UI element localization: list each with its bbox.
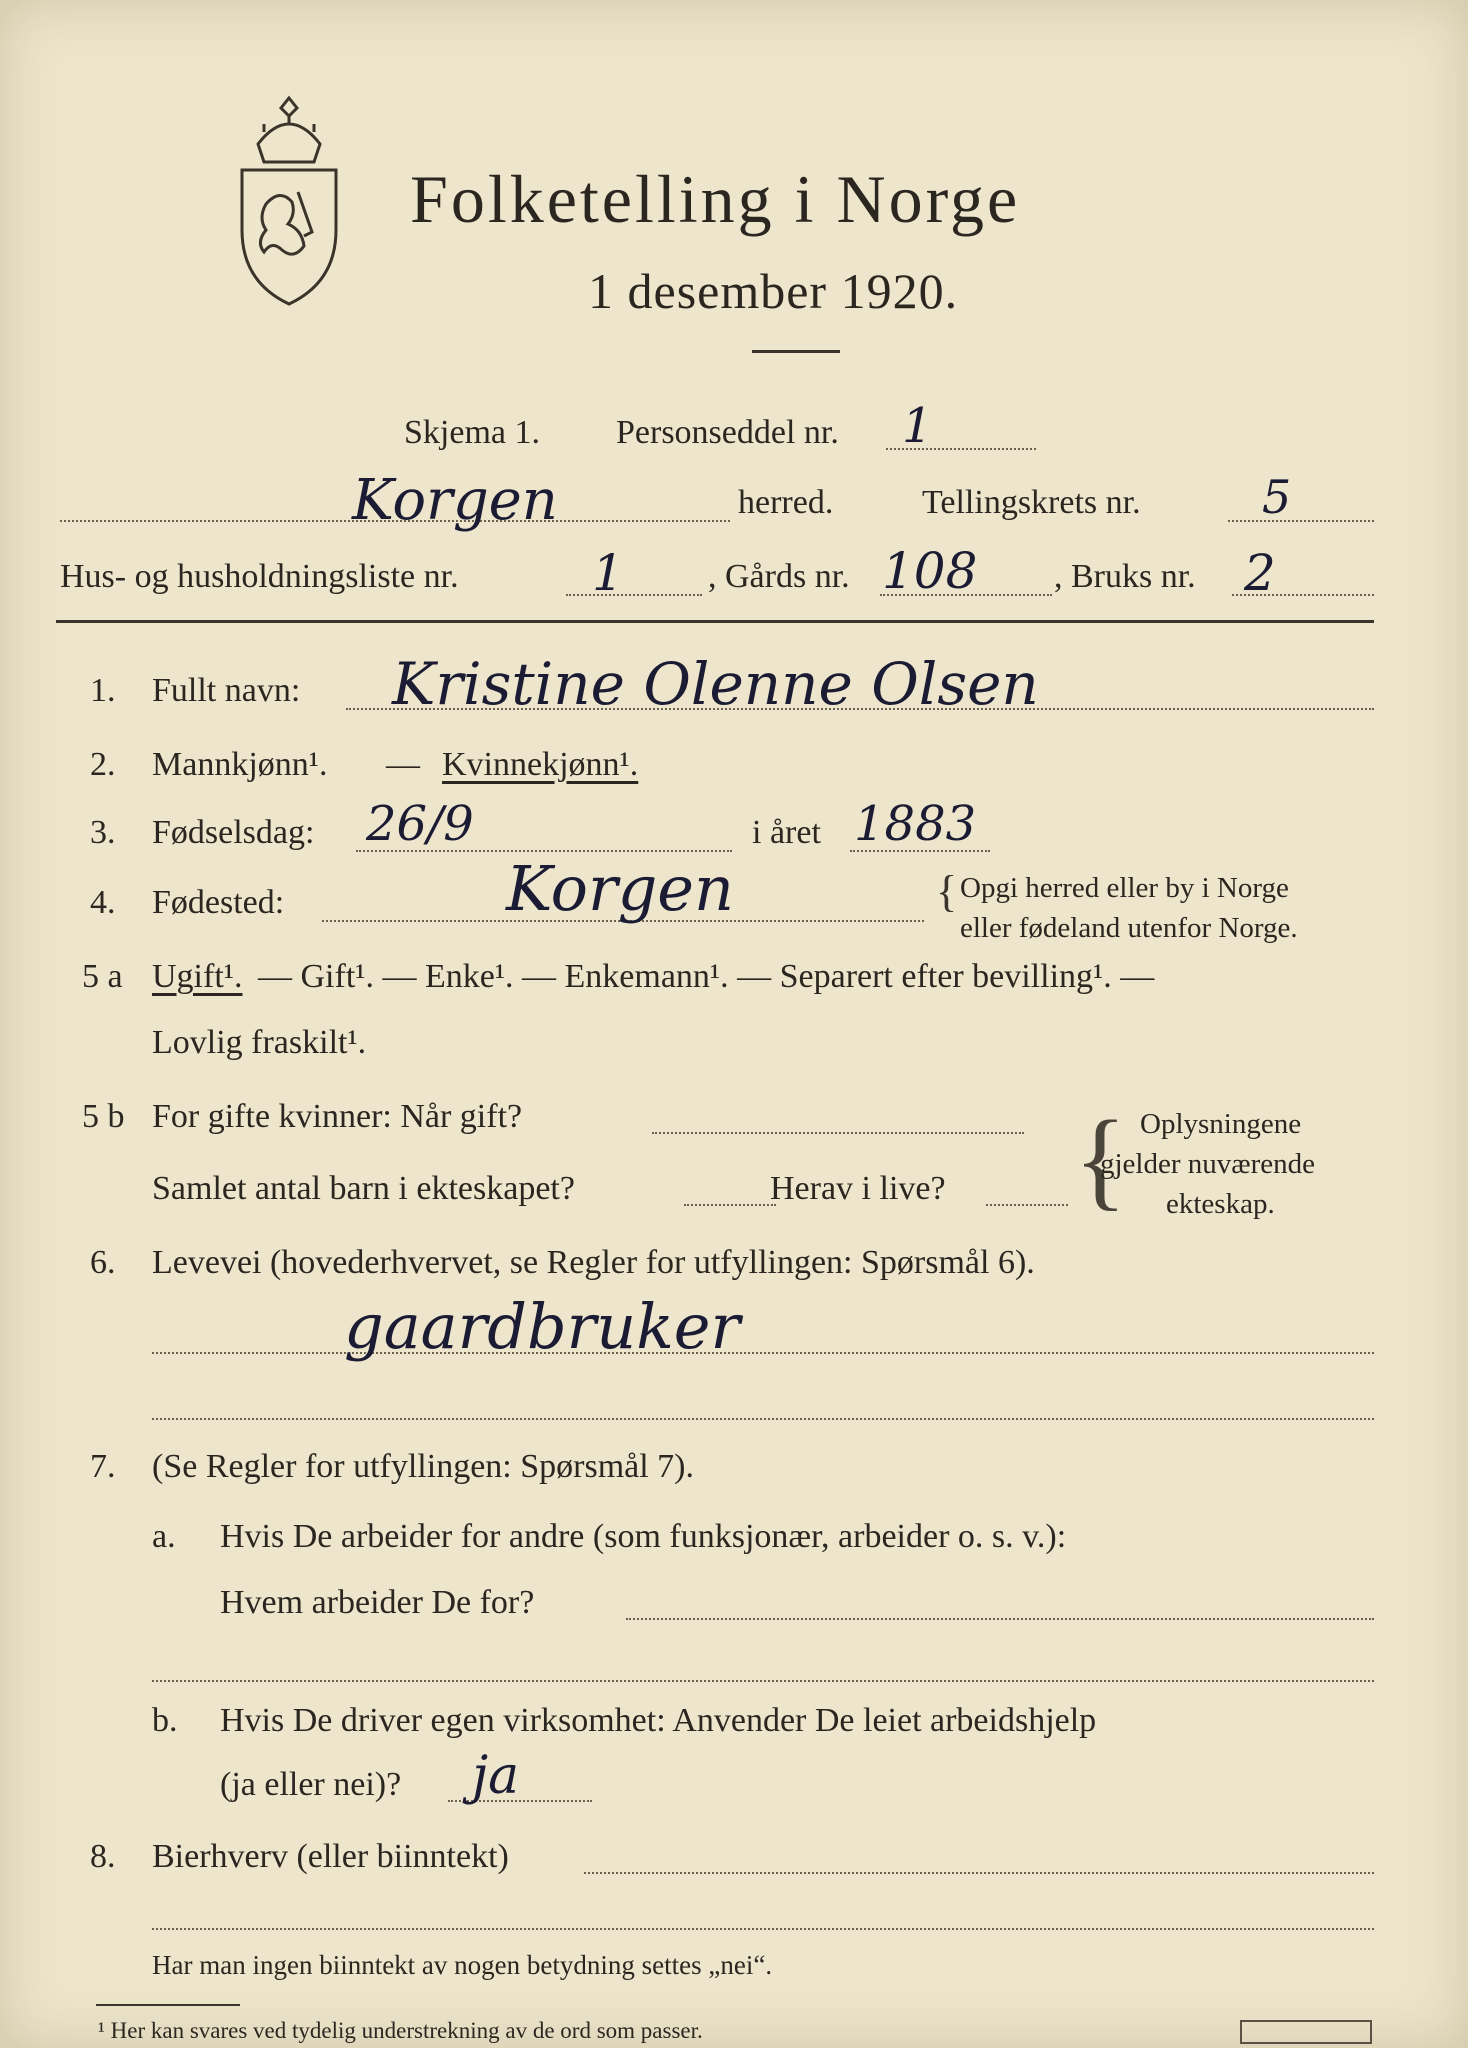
q1-value: Kristine Olenne Olsen	[392, 650, 1039, 718]
q2-male: Mannkjønn¹.	[152, 746, 328, 783]
q4-brace: {	[936, 867, 958, 916]
q3-year-label: i året	[752, 814, 821, 851]
herred-value: Korgen	[352, 468, 558, 533]
bruks-value: 2	[1244, 544, 1276, 602]
bruks-label: , Bruks nr.	[1054, 558, 1196, 595]
q6-number: 6.	[90, 1244, 116, 1281]
q5a-options: — Gift¹. — Enke¹. — Enkemann¹. — Separert efter bevilling¹. —	[258, 958, 1155, 995]
q5b-barn-line	[684, 1204, 776, 1206]
q4-value: Korgen	[506, 852, 734, 925]
q6-label: Levevei (hovederhvervet, se Regler for utfyllingen: Spørsmål 6).	[152, 1244, 1035, 1281]
q7a-text: Hvis De arbeider for andre (som funksjonær, arbeider o. s. v.):	[220, 1518, 1067, 1555]
schema-label: Skjema 1.	[404, 414, 540, 451]
q7b-question: (ja eller nei)?	[220, 1766, 402, 1803]
q8-label: Bierhverv (eller biinntekt)	[152, 1838, 509, 1875]
q2-female: Kvinnekjønn¹.	[442, 746, 639, 783]
q7a-line	[626, 1618, 1374, 1620]
q4-number: 4.	[90, 884, 116, 921]
herred-label: herred.	[738, 484, 834, 521]
q5b-live-label: Herav i live?	[770, 1170, 946, 1207]
coat-of-arms-icon	[228, 92, 350, 306]
q5b-line	[652, 1132, 1024, 1134]
gards-label: , Gårds nr.	[708, 558, 850, 595]
tellingskrets-line	[1228, 520, 1374, 522]
husliste-value: 1	[592, 544, 624, 602]
tellingskrets-label: Tellingskrets nr.	[922, 484, 1141, 521]
personseddel-label: Personseddel nr.	[616, 414, 839, 451]
q6-value: gaardbruker	[344, 1290, 741, 1363]
q3-value: 26/9	[366, 796, 474, 852]
q5a-ugift: Ugift¹.	[152, 958, 243, 995]
q7a-letter: a.	[152, 1518, 176, 1555]
q7b-text: Hvis De driver egen virksomhet: Anvender De leiet arbeidshjelp	[220, 1702, 1097, 1739]
q1-label: Fullt navn:	[152, 672, 301, 709]
q8-extra-line	[152, 1928, 1374, 1930]
personseddel-value: 1	[902, 398, 933, 454]
q5b-note-line3: ekteskap.	[1166, 1188, 1275, 1220]
gards-value: 108	[882, 542, 978, 600]
q5a-number: 5 a	[82, 958, 123, 995]
q7-label: (Se Regler for utfyllingen: Spørsmål 7).	[152, 1448, 695, 1485]
q5b-barn-label: Samlet antal barn i ekteskapet?	[152, 1170, 575, 1207]
q5b-brace: {	[1074, 1098, 1127, 1220]
q4-note-line1: Opgi herred eller by i Norge	[960, 872, 1289, 904]
q3-number: 3.	[90, 814, 116, 851]
q5a-line2: Lovlig fraskilt¹.	[152, 1024, 367, 1061]
q7-number: 7.	[90, 1448, 116, 1485]
meta-divider	[56, 620, 1374, 623]
husliste-label: Hus- og husholdningsliste nr.	[60, 558, 459, 595]
q7a-extra-line	[152, 1680, 1374, 1682]
q5b-number: 5 b	[82, 1098, 125, 1135]
q6-extra-line	[152, 1418, 1374, 1420]
q7a-question: Hvem arbeider De for?	[220, 1584, 535, 1621]
printer-stamp	[1240, 2020, 1372, 2044]
q7b-letter: b.	[152, 1702, 178, 1739]
q6-answer-line	[152, 1352, 1374, 1354]
q1-number: 1.	[90, 672, 116, 709]
footer-note: Har man ingen biinntekt av nogen betydning settes „nei“.	[152, 1950, 773, 1980]
footnote: ¹ Her kan svares ved tydelig understrekning av de ord som passer.	[98, 2018, 703, 2043]
header-divider	[752, 350, 840, 353]
q4-note-line2: eller fødeland utenfor Norge.	[960, 912, 1298, 944]
q7b-line	[448, 1800, 592, 1802]
q5b-label: For gifte kvinner: Når gift?	[152, 1098, 523, 1135]
q3-year-value: 1883	[854, 796, 977, 852]
q3-label: Fødselsdag:	[152, 814, 315, 851]
q8-line	[584, 1872, 1374, 1874]
q2-number: 2.	[90, 746, 116, 783]
q4-label: Fødested:	[152, 884, 285, 921]
q5b-note-line1: Oplysningene	[1140, 1108, 1302, 1140]
form-date: 1 desember 1920.	[588, 263, 959, 319]
q5b-note-line2: gjelder nuværende	[1100, 1148, 1316, 1180]
q7b-value: ja	[472, 1746, 520, 1806]
q2-sep: —	[386, 746, 420, 783]
q8-number: 8.	[90, 1838, 116, 1875]
footnote-divider	[96, 2004, 240, 2006]
husliste-line	[566, 594, 702, 596]
tellingskrets-value: 5	[1262, 470, 1292, 524]
form-title: Folketelling i Norge	[410, 161, 1021, 237]
q5b-live-line	[986, 1204, 1068, 1206]
